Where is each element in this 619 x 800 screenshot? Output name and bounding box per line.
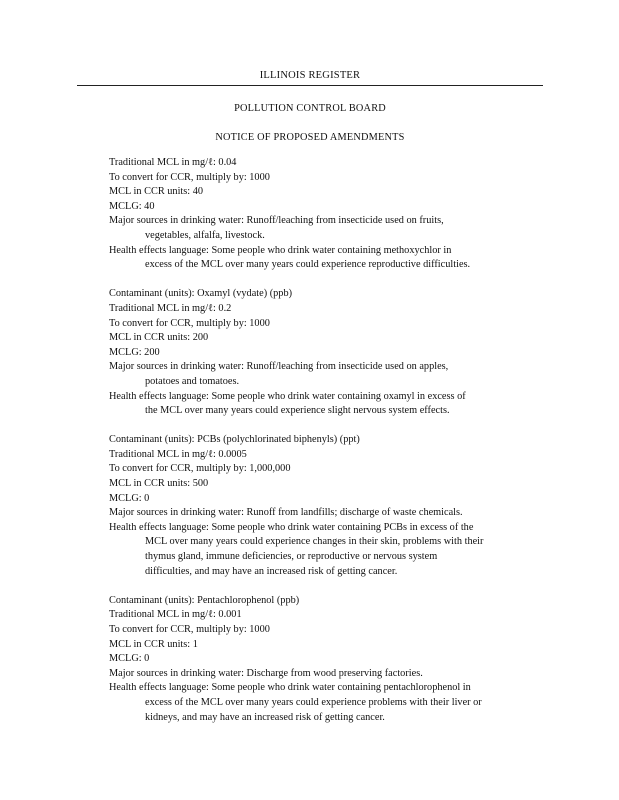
traditional-mcl: Traditional MCL in mg/ℓ: 0.04 [109,157,237,168]
mcl-ccr-units: MCL in CCR units: 1 [109,638,198,650]
major-sources-cont: potatoes and tomatoes. [145,375,240,387]
health-effects: Health effects language: Some people who drink water containing PCBs in excess of the [109,521,474,533]
health-effects: Health effects language: Some people who drink water containing pentachlorophenol in [109,682,471,694]
ccr-conversion: To convert for CCR, multiply by: 1000 [109,171,270,183]
health-effects-cont: excess of the MCL over many years could experience problems with their liver or [145,696,482,708]
health-effects: Health effects language: Some people who drink water containing methoxychlor in [109,244,452,256]
contaminant-units: Contaminant (units): Pentachlorophenol (ppb) [109,594,300,606]
pentachlorophenol-section [109,594,549,725]
health-effects-cont: the MCL over many years could experience slight nervous system effects. [145,405,450,417]
major-sources: Major sources in drinking water: Runoff from landfills; discharge of waste chemicals. [109,507,463,519]
mclg: MCLG: 200 [109,346,160,358]
mcl-ccr-units: MCL in CCR units: 200 [109,332,209,344]
major-sources-cont: vegetables, alfalfa, livestock. [145,229,265,241]
notice-title: NOTICE OF PROPOSED AMENDMENTS [215,132,405,143]
major-sources: Major sources in drinking water: Runoff/leaching from insecticide used on fruits, [109,215,444,227]
mcl-ccr-units: MCL in CCR units: 500 [109,478,209,490]
contaminant-units: Contaminant (units): Oxamyl (vydate) (ppb) [109,288,293,300]
oxamyl-section [109,287,549,418]
mclg: MCLG: 0 [109,653,150,665]
contaminant-units: Contaminant (units): PCBs (polychlorinated biphenyls) (ppt) [109,434,360,446]
health-effects-cont: excess of the MCL over many years could experience reproductive difficulties. [145,259,471,271]
document-body [109,156,549,725]
ccr-conversion: To convert for CCR, multiply by: 1000 [109,624,270,635]
health-effects-cont: kidneys, and may have an increased risk of getting cancer. [145,711,385,723]
ccr-conversion: To convert for CCR, multiply by: 1000 [109,317,270,329]
traditional-mcl: Traditional MCL in mg/ℓ: 0.2 [109,302,232,314]
health-effects-cont: MCL over many years could experience changes in their skin, problems with their [145,536,484,548]
traditional-mcl: Traditional MCL in mg/ℓ: 0.001 [109,609,242,621]
health-effects: Health effects language: Some people who drink water containing oxamyl in excess of [109,390,466,402]
major-sources: Major sources in drinking water: Discharge from wood preserving factories. [109,667,423,679]
ccr-conversion: To convert for CCR, multiply by: 1,000,000 [109,463,291,475]
health-effects-cont: thymus gland, immune deficiencies, or reproductive or nervous system [145,551,438,563]
pcbs-section [109,433,549,579]
mclg: MCLG: 0 [109,492,150,504]
methoxychlor-section [109,156,549,273]
major-sources: Major sources in drinking water: Runoff/leaching from insecticide used on apples, [109,361,449,373]
board-title: POLLUTION CONTROL BOARD [234,103,386,114]
mclg: MCLG: 40 [109,200,155,212]
health-effects-cont: difficulties, and may have an increased risk of getting cancer. [145,565,398,577]
traditional-mcl: Traditional MCL in mg/ℓ: 0.0005 [109,448,247,460]
register-header: ILLINOIS REGISTER [77,69,543,86]
mcl-ccr-units: MCL in CCR units: 40 [109,186,204,198]
